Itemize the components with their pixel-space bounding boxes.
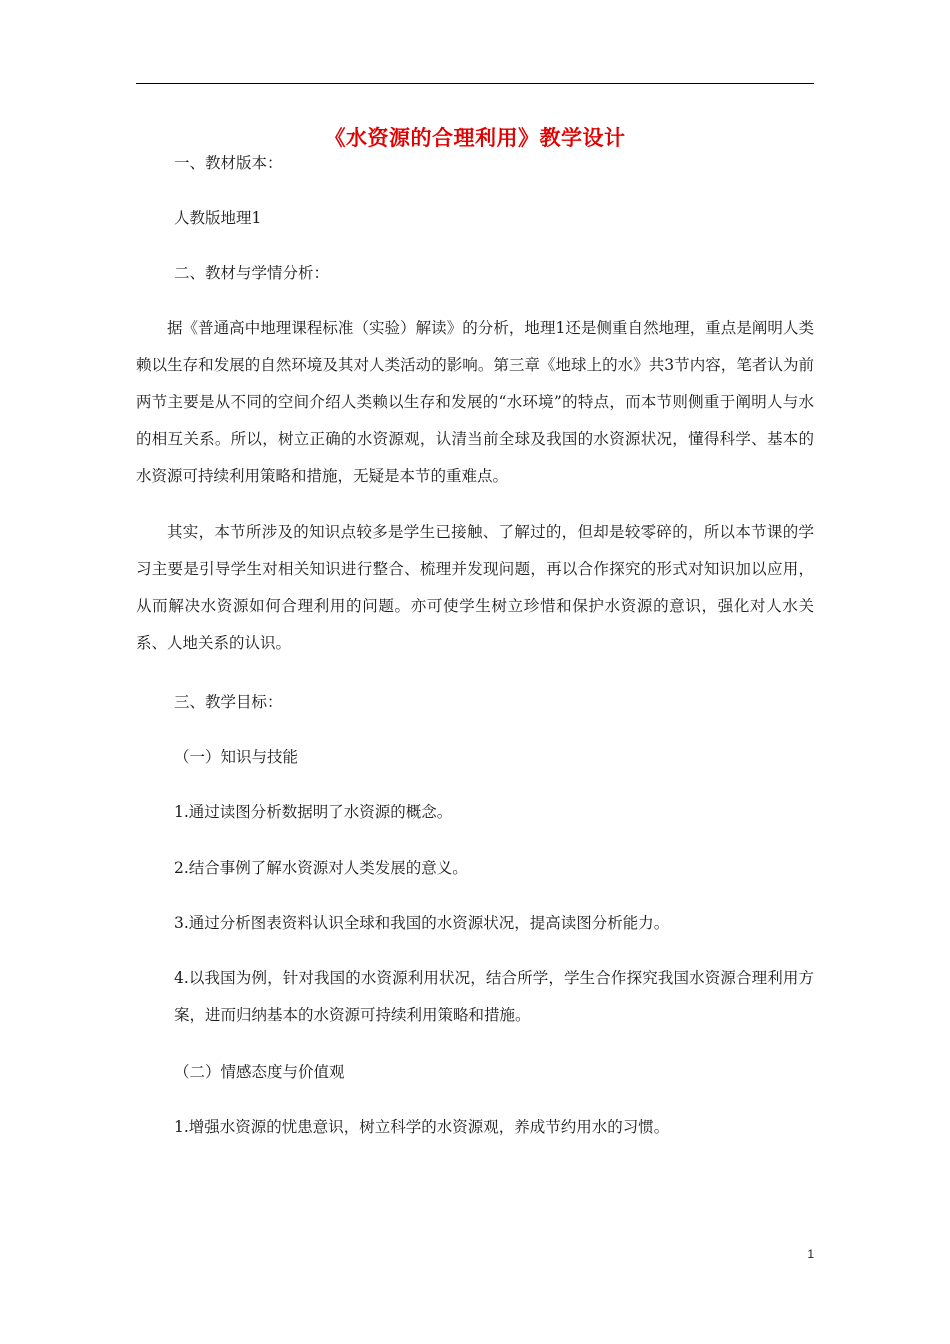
paragraph-text: 据《普通高中地理课程标准（实验）解读》的分析，地理1还是侧重自然地理，重点是阐明人类赖以生存和发展的自然环境及其对人类活动的影响。第三章《地球上的水》共3节内容，笔者认为前两节主要是从不同的空间介绍人类赖以生存和发展的“水环境”的特点，而本节则侧重于阐明人与水的相互关系。所以，树立正确的水资源观，认清当前全球及我国的水资源状况，懂得科学、基本的水资源可持续利用策略和措施，无疑是本节的重难点。 (136, 319, 814, 485)
objective-item-4 (136, 960, 814, 1034)
subsection-2-heading: （二）情感态度与价值观 (174, 1063, 345, 1081)
section-2-paragraph-1 (136, 310, 814, 495)
section-2-paragraph-2 (136, 514, 814, 662)
paragraph-text: 4.以我国为例，针对我国的水资源利用状况，结合所学，学生合作探究我国水资源合理利用方案，进而归纳基本的水资源可持续利用策略和措施。 (174, 969, 814, 1024)
subsection-1-heading: （一）知识与技能 (174, 748, 299, 766)
section-3-heading: 三、教学目标： (174, 693, 283, 711)
objective-item-1: 1.通过读图分析数据明了水资源的概念。 (174, 803, 453, 821)
section-2-heading: 二、教材与学情分析： (174, 264, 330, 282)
document-title: 《水资源的合理利用》教学设计 (324, 125, 626, 150)
section-1-text: 人教版地理1 (174, 209, 262, 227)
header-rule (136, 83, 814, 84)
page-number: 1 (807, 1247, 814, 1261)
objective-item-2: 2.结合事例了解水资源对人类发展的意义。 (174, 859, 468, 877)
objective-item-3: 3.通过分析图表资料认识全球和我国的水资源状况，提高读图分析能力。 (174, 914, 670, 932)
paragraph-text: 其实，本节所涉及的知识点较多是学生已接触、了解过的，但却是较零碎的，所以本节课的学习主要是引导学生对相关知识进行整合、梳理并发现问题，再以合作探究的形式对知识加以应用，从而解决水资源如何合理利用的问题。亦可使学生树立珍惜和保护水资源的意识，强化对人水关系、人地关系的认识。 (136, 523, 814, 652)
section-1-heading: 一、教材版本： (174, 154, 283, 172)
objective-item-5: 1.增强水资源的忧患意识，树立科学的水资源观，养成节约用水的习惯。 (174, 1118, 670, 1136)
